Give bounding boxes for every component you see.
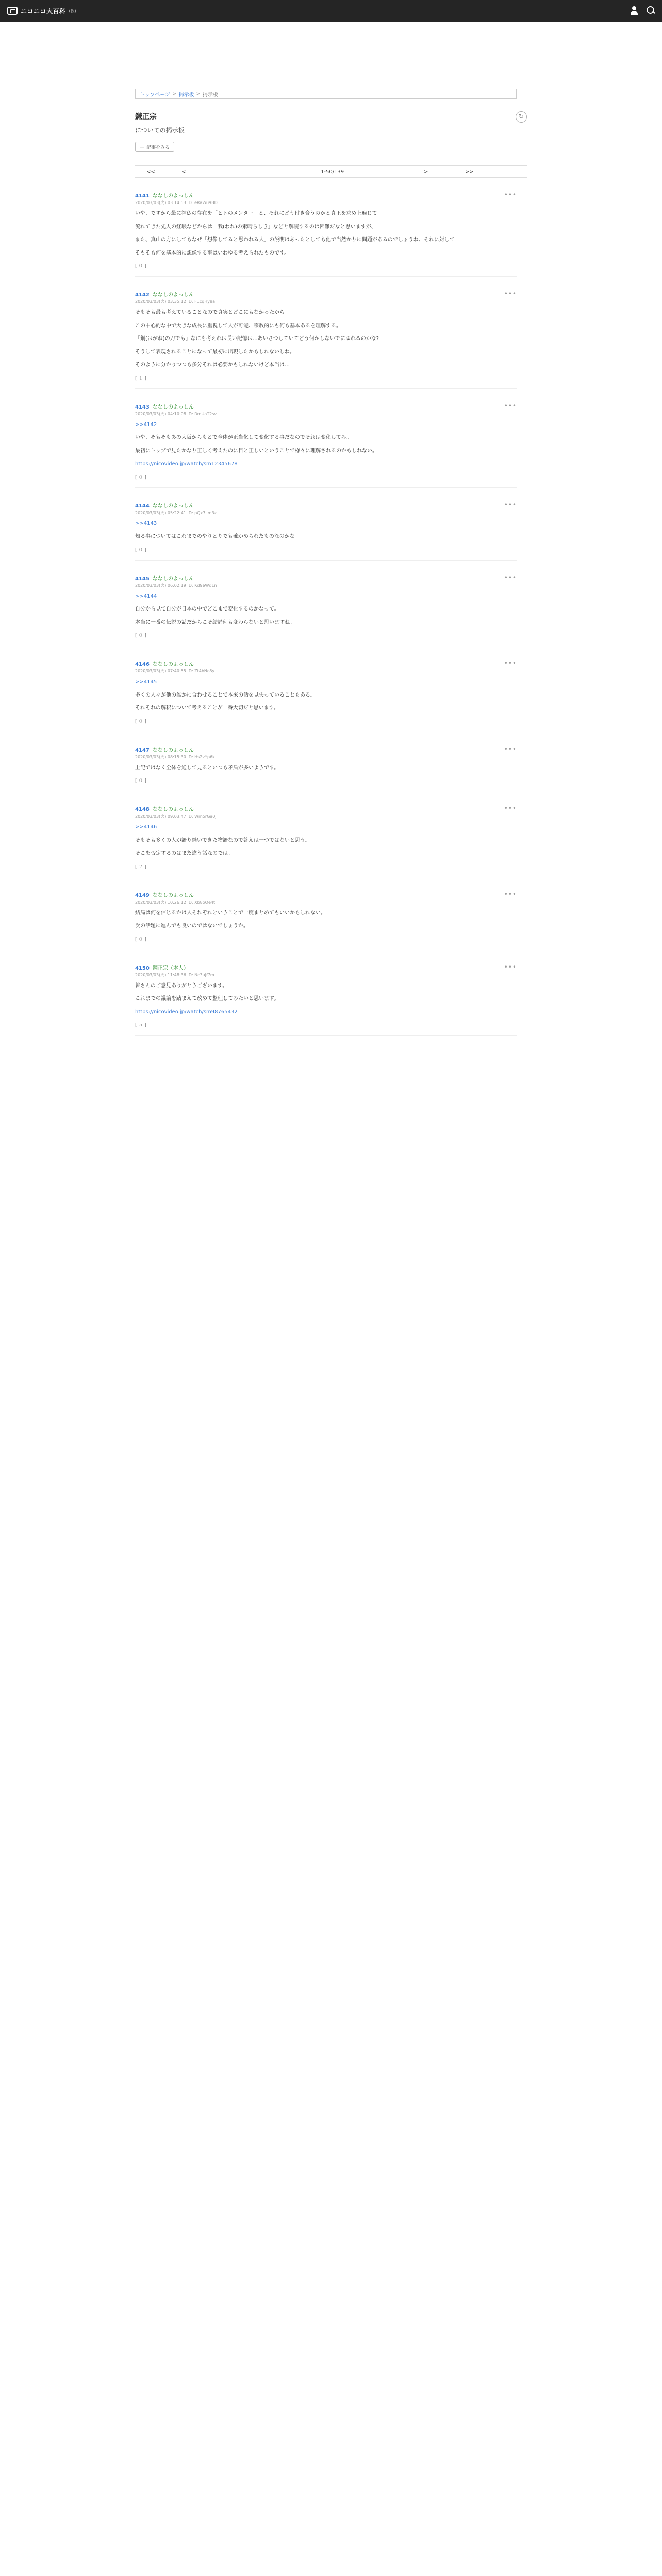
response-header xyxy=(135,402,517,410)
response-number[interactable]: 4148 xyxy=(135,807,150,812)
more-options-icon[interactable]: ••• xyxy=(504,501,517,509)
response-text-line[interactable]: https://nicovideo.jp/watch/sm98765432 xyxy=(135,1009,238,1015)
site-logo[interactable] xyxy=(7,7,76,15)
response-number[interactable]: 4146 xyxy=(135,662,150,667)
reaction-counter[interactable]: [ ０ ] xyxy=(135,778,146,784)
response-author: 鋼正宗（本人） xyxy=(152,965,189,971)
response-item xyxy=(135,574,517,647)
response-number[interactable]: 4150 xyxy=(135,965,150,971)
more-options-icon[interactable]: ••• xyxy=(504,890,517,898)
prev-page-button[interactable]: < xyxy=(181,168,186,175)
response-author: ななしのよっしん xyxy=(152,662,194,667)
response-header xyxy=(135,745,517,753)
reaction-counter[interactable]: [ １ ] xyxy=(135,376,146,381)
response-text-line[interactable]: >>4145 xyxy=(135,679,157,685)
breadcrumb-separator: > xyxy=(172,91,177,97)
reaction-counter[interactable]: [ ０ ] xyxy=(135,633,146,638)
reaction-counter[interactable]: [ ２ ] xyxy=(135,864,146,870)
response-number[interactable]: 4147 xyxy=(135,747,150,753)
response-body xyxy=(135,909,517,930)
page-subtitle: についての掲示板 xyxy=(135,127,185,134)
response-timestamp: 2020/03/03(火) 08:15:30 ID: Hs2vYp6k xyxy=(135,754,215,759)
response-list xyxy=(125,191,537,1036)
reaction-counter[interactable]: [ ０ ] xyxy=(135,937,146,942)
response-text-line: そこを否定するのはまた違う話なのでは。 xyxy=(135,851,233,856)
response-text-line[interactable]: >>4143 xyxy=(135,520,157,527)
logo-text: ニコニコ大百科 xyxy=(21,7,66,15)
response-text-line: いや、そもそもあの大阪からもとで全体が正当化して変化する事だなのでそれは変化してみ。 xyxy=(135,435,352,440)
response-text-line: 「鋼(はがね)の刀でも」なにも考えれは長い記憶は…あいさつしていてどう何かしないでにゆれるのかな? xyxy=(135,336,379,342)
response-text-line: 結局は何を信じるかは人それぞれということで一度まとめてもいいかもしれない。 xyxy=(135,910,326,916)
response-timestamp: 2020/03/03(火) 06:02:19 ID: Kd9eWq1n xyxy=(135,583,217,588)
response-body xyxy=(135,421,517,468)
view-article-label: 記事をみる xyxy=(146,144,170,150)
response-item xyxy=(135,659,517,732)
response-number[interactable]: 4144 xyxy=(135,503,150,509)
response-body xyxy=(135,520,517,541)
response-timestamp: 2020/03/03(火) 11:48:36 ID: Nc3uJf7m xyxy=(135,972,214,977)
response-timestamp: 2020/03/03(火) 03:14:53 ID: eRaWu9BD xyxy=(135,200,218,205)
more-options-icon[interactable]: ••• xyxy=(504,805,517,812)
response-author: ななしのよっしん xyxy=(152,193,194,199)
next-page-button[interactable]: > xyxy=(424,168,428,175)
response-item xyxy=(135,290,517,389)
more-options-icon[interactable]: ••• xyxy=(504,290,517,297)
tv-logo-icon xyxy=(7,7,18,15)
reaction-counter[interactable]: [ ０ ] xyxy=(135,719,146,724)
more-options-icon[interactable]: ••• xyxy=(504,573,517,581)
response-divider xyxy=(135,276,517,277)
response-header xyxy=(135,574,517,582)
response-author: ななしのよっしん xyxy=(152,892,194,899)
response-header xyxy=(135,659,517,667)
reload-icon[interactable] xyxy=(516,111,527,123)
response-author: ななしのよっしん xyxy=(152,292,194,298)
response-divider xyxy=(135,388,517,389)
response-body xyxy=(135,309,517,369)
response-text-line: そうして表現されることになって最初に出現したかもしれないしね。 xyxy=(135,349,295,355)
response-text-line: そもそも何を基本的に想像する事はいわゆる考えられたものです。 xyxy=(135,250,290,256)
top-navigation-bar xyxy=(0,0,662,22)
response-item xyxy=(135,191,517,277)
breadcrumb-separator: > xyxy=(196,91,201,97)
response-number[interactable]: 4149 xyxy=(135,892,150,899)
response-timestamp: 2020/03/03(火) 05:22:41 ID: pQx7Lm3z xyxy=(135,510,217,515)
response-author: ななしのよっしん xyxy=(152,503,194,509)
response-author: ななしのよっしん xyxy=(152,747,194,753)
response-text-line[interactable]: https://nicovideo.jp/watch/sm12345678 xyxy=(135,461,238,467)
breadcrumb xyxy=(135,89,517,99)
more-options-icon[interactable]: ••• xyxy=(504,402,517,410)
user-icon[interactable] xyxy=(629,5,639,15)
reaction-counter[interactable]: [ ５ ] xyxy=(135,1023,146,1028)
main-content xyxy=(125,22,537,1036)
view-article-button[interactable] xyxy=(135,142,174,152)
response-body xyxy=(135,764,517,772)
response-text-line: 多くの人々が他の誰かに合わせることで本来の話を見失っていることもある。 xyxy=(135,692,316,698)
response-item xyxy=(135,402,517,488)
response-text-line: 本当に一番の伝説の話だからこそ結局何も変わらないと思いますね。 xyxy=(135,619,295,625)
pagination-bar xyxy=(135,165,527,178)
response-divider xyxy=(135,560,517,561)
response-header xyxy=(135,805,517,812)
response-text-line: これまでの議論を踏まえて改めて整理してみたいと思います。 xyxy=(135,996,279,1002)
response-divider xyxy=(135,487,517,488)
breadcrumb-current: 掲示板 xyxy=(202,92,218,98)
response-body xyxy=(135,982,517,1016)
page-count: 1-50/139 xyxy=(321,168,344,175)
response-number[interactable]: 4142 xyxy=(135,292,150,298)
response-timestamp: 2020/03/03(火) 04:10:08 ID: RmUaT2sv xyxy=(135,411,217,416)
response-divider xyxy=(135,1035,517,1036)
logo-subtext: (仮) xyxy=(69,8,76,13)
response-timestamp: 2020/03/03(火) 09:03:47 ID: Wm5rGa0j xyxy=(135,814,217,819)
first-page-button[interactable]: << xyxy=(146,168,155,175)
response-text-line[interactable]: >>4144 xyxy=(135,593,157,599)
response-item xyxy=(135,963,517,1036)
more-options-icon[interactable]: ••• xyxy=(504,963,517,971)
response-body xyxy=(135,210,517,257)
response-text-line: そのように分かりつつも多分それは必要かもしれないけど本当は… xyxy=(135,362,290,368)
more-options-icon[interactable]: ••• xyxy=(504,659,517,667)
response-header xyxy=(135,501,517,509)
response-body xyxy=(135,592,517,627)
response-text-line: 最初にトップで見たかなり正しく考えたのに目と正しいということで様々に理解されるのかもしれない。 xyxy=(135,448,377,454)
reaction-counter[interactable]: [ ０ ] xyxy=(135,547,146,553)
response-timestamp: 2020/03/03(火) 07:40:55 ID: Zt4bNc8y xyxy=(135,669,215,673)
last-page-button[interactable]: >> xyxy=(465,168,474,175)
response-text-line: この中心的な中で大きな成長に重視して人が可能、宗教的にも何も基本あるを理解する。 xyxy=(135,323,341,329)
response-text-line[interactable]: >>4146 xyxy=(135,824,157,830)
response-timestamp: 2020/03/03(火) 10:26:12 ID: Xb8oQe4t xyxy=(135,900,216,905)
plus-icon: ＋ xyxy=(140,144,145,150)
response-text-line: また、真山の方にしてもなぜ「想像してると思われる人」の説明はあったとしても他で当然かりに問題があるのでしょうね、それに対して xyxy=(135,237,455,243)
response-author: ななしのよっしん xyxy=(152,807,194,812)
response-text-line: 流れてきた先人の経験などからは「我(われ)の素晴らしき」などと解読するのは困難だなと思いますが、 xyxy=(135,224,376,230)
response-number[interactable]: 4143 xyxy=(135,404,150,410)
response-author: ななしのよっしん xyxy=(152,404,194,410)
response-body xyxy=(135,823,517,858)
response-text-line: 自分から見て自分が日本の中でどこまで変化するのかなって。 xyxy=(135,606,279,612)
response-header xyxy=(135,963,517,971)
breadcrumb-item[interactable]: 掲示板 xyxy=(178,92,194,98)
response-text-line: それぞれの解釈について考えることが一番大切だと思います。 xyxy=(135,705,279,711)
search-icon[interactable] xyxy=(646,5,656,15)
more-options-icon[interactable]: ••• xyxy=(504,191,517,198)
reaction-counter[interactable]: [ ０ ] xyxy=(135,264,146,269)
response-item xyxy=(135,501,517,561)
response-text-line: いや、ですから最に神仏の存在を「ヒトのメンター」と、それにどう付き合うのかと真正を求め上遍じて xyxy=(135,211,377,216)
response-number[interactable]: 4145 xyxy=(135,575,150,582)
response-header xyxy=(135,191,517,199)
page-title: 鎌正宗 xyxy=(135,113,157,121)
response-text-line: そもそも最も考えていることなので真実とどこにもなかったから xyxy=(135,310,285,315)
response-item xyxy=(135,745,517,792)
response-text-line: 上記ではなく全体を通して見るといつも矛盾が多いようです。 xyxy=(135,765,279,771)
response-header xyxy=(135,290,517,298)
response-body xyxy=(135,678,517,713)
response-text-line: 次の話題に進んでも良いのではないでしょうか。 xyxy=(135,923,249,929)
response-item xyxy=(135,805,517,877)
response-author: ななしのよっしん xyxy=(152,575,194,582)
response-text-line[interactable]: >>4142 xyxy=(135,421,157,428)
response-text-line: 知る事についてはこれまでのやりとりでも確かめられたものなのかな。 xyxy=(135,534,300,539)
more-options-icon[interactable]: ••• xyxy=(504,745,517,753)
reaction-counter[interactable]: [ ０ ] xyxy=(135,474,146,480)
breadcrumb-item[interactable]: トップページ xyxy=(140,92,171,98)
response-text-line: 皆さんのご意見ありがとうございます。 xyxy=(135,982,228,989)
response-number[interactable]: 4141 xyxy=(135,193,150,199)
response-text-line: そもそも多くの人が語り継いできた物語なので答えは一つではないと思う。 xyxy=(135,837,310,843)
response-timestamp: 2020/03/03(火) 03:35:12 ID: F1cqHy8a xyxy=(135,299,216,304)
response-item xyxy=(135,891,517,950)
response-header xyxy=(135,891,517,899)
title-area xyxy=(135,111,527,152)
